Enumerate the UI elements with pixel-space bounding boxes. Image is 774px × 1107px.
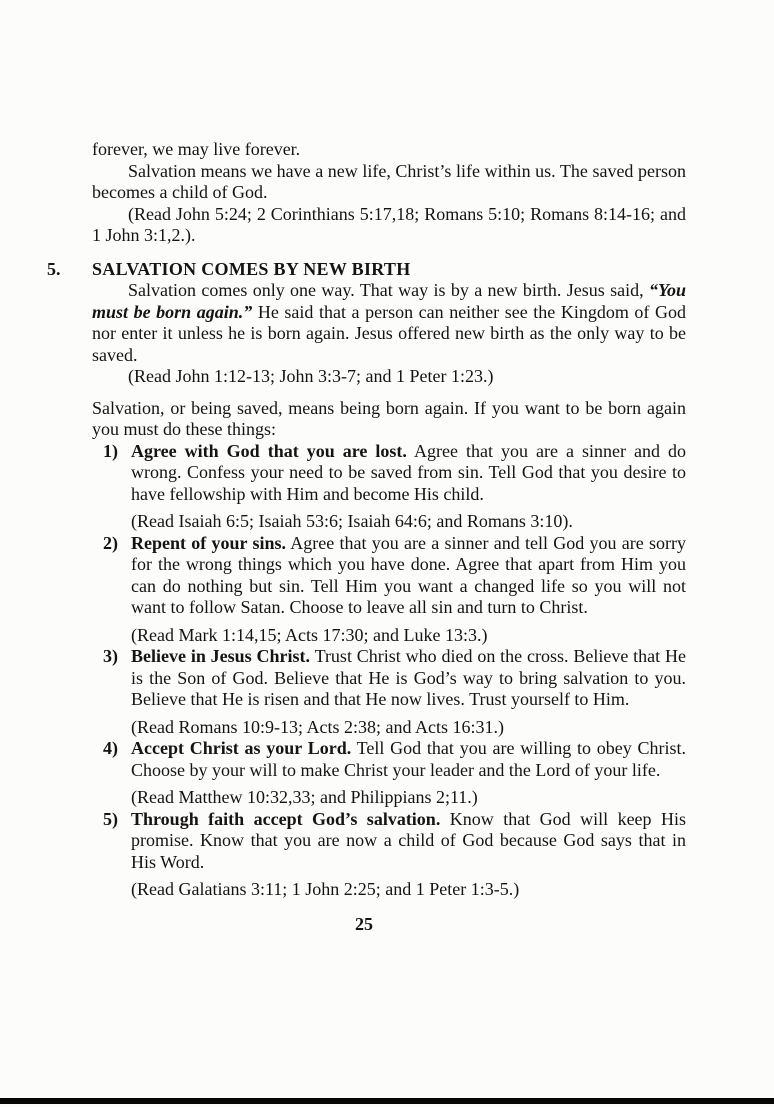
step-number: 2) [103,532,118,553]
step-number: 4) [103,738,118,758]
section-paragraph-pre: Salvation comes only one way. That way is by a new birth. Jesus said, [128,280,649,300]
paragraph-continuation: forever, we may live forever. [92,139,301,159]
step-detail: Know that God will keep His promise. Know that you are now a child of God because God says that in His Word. [131,808,686,872]
section-number: 5. [47,258,61,279]
step-detail: Agree that you are a sinner and tell God you are sorry for the wrong things which you have done. Agree that apart from Him you can do nothing but sin. Tell Him you want a changed life so you will not want to follow Satan. Choose to leave all sin and turn to Christ. [131,532,686,617]
step-lead: Accept Christ as your Lord. [131,738,352,758]
steps-intro: Salvation, or being saved, means being born again. If you want to be born again you must do these things: [92,397,686,439]
scripture-references: (Read Galatians 3:11; 1 John 2:25; and 1 Peter 1:3-5.) [131,879,520,899]
list-item [92,441,686,533]
step-number: 1) [103,440,118,461]
steps-list [92,441,686,901]
section-paragraph [92,280,686,366]
step-lead: Through faith accept God’s salvation. [131,808,441,829]
step-number: 3) [103,646,118,666]
section-heading [47,258,686,281]
step-text [131,738,686,781]
paragraph-salvation-means: Salvation means we have a new life, Christ’s life within us. The saved person becomes a child of God. [92,160,686,202]
section-title: SALVATION COMES BY NEW BIRTH [92,258,411,279]
step-lead: Agree with God that you are lost. [131,440,407,461]
list-item [92,646,686,738]
scripture-references: (Read Matthew 10:32,33; and Philippians 2;11.) [131,787,478,807]
step-text [131,441,686,506]
page-number: 25 [355,913,373,934]
scripture-references: (Read Isaiah 6:5; Isaiah 53:6; Isaiah 64:6; and Romans 3:10). [131,511,573,531]
step-text [131,646,686,711]
step-number: 5) [103,808,118,829]
scripture-references: (Read Mark 1:14,15; Acts 17:30; and Luke 13:3.) [131,624,488,645]
scan-edge-bar [0,1098,774,1104]
step-text [131,809,686,874]
step-detail: Tell God that you are willing to obey Christ. Choose by your will to make Christ your leader and the Lord of your life. [131,738,686,780]
step-lead: Believe in Jesus Christ. [131,646,311,666]
scripture-references: (Read John 5:24; 2 Corinthians 5:17,18; Romans 5:10; Romans 8:14-16; and 1 John 3:1,2.). [92,203,686,245]
list-item [92,738,686,809]
page-content [47,139,687,935]
list-item [92,809,686,901]
step-detail: Trust Christ who died on the cross. Believe that He is the Son of God. Believe that He is God’s way to bring salvation to you. Believe that He is risen and that He now lives. Trust yourself to Him. [131,646,687,709]
scripture-quote: “You must be born again.” [92,280,686,322]
section-paragraph-post: He said that a person can neither see the Kingdom of God nor enter it unless he is born again. Jesus offered new birth as the only way to be saved. [92,301,686,365]
list-item [92,533,686,647]
step-text [131,533,686,619]
scripture-references: (Read John 1:12-13; John 3:3-7; and 1 Peter 1:23.) [128,366,494,386]
step-lead: Repent of your sins. [131,532,286,553]
scripture-references: (Read Romans 10:9-13; Acts 2:38; and Acts 16:31.) [131,716,504,737]
step-detail: Agree that you are a sinner and do wrong. Confess your need to be saved from sin. Tell God that you desire to have fellowship with Him and become His child. [131,440,686,504]
